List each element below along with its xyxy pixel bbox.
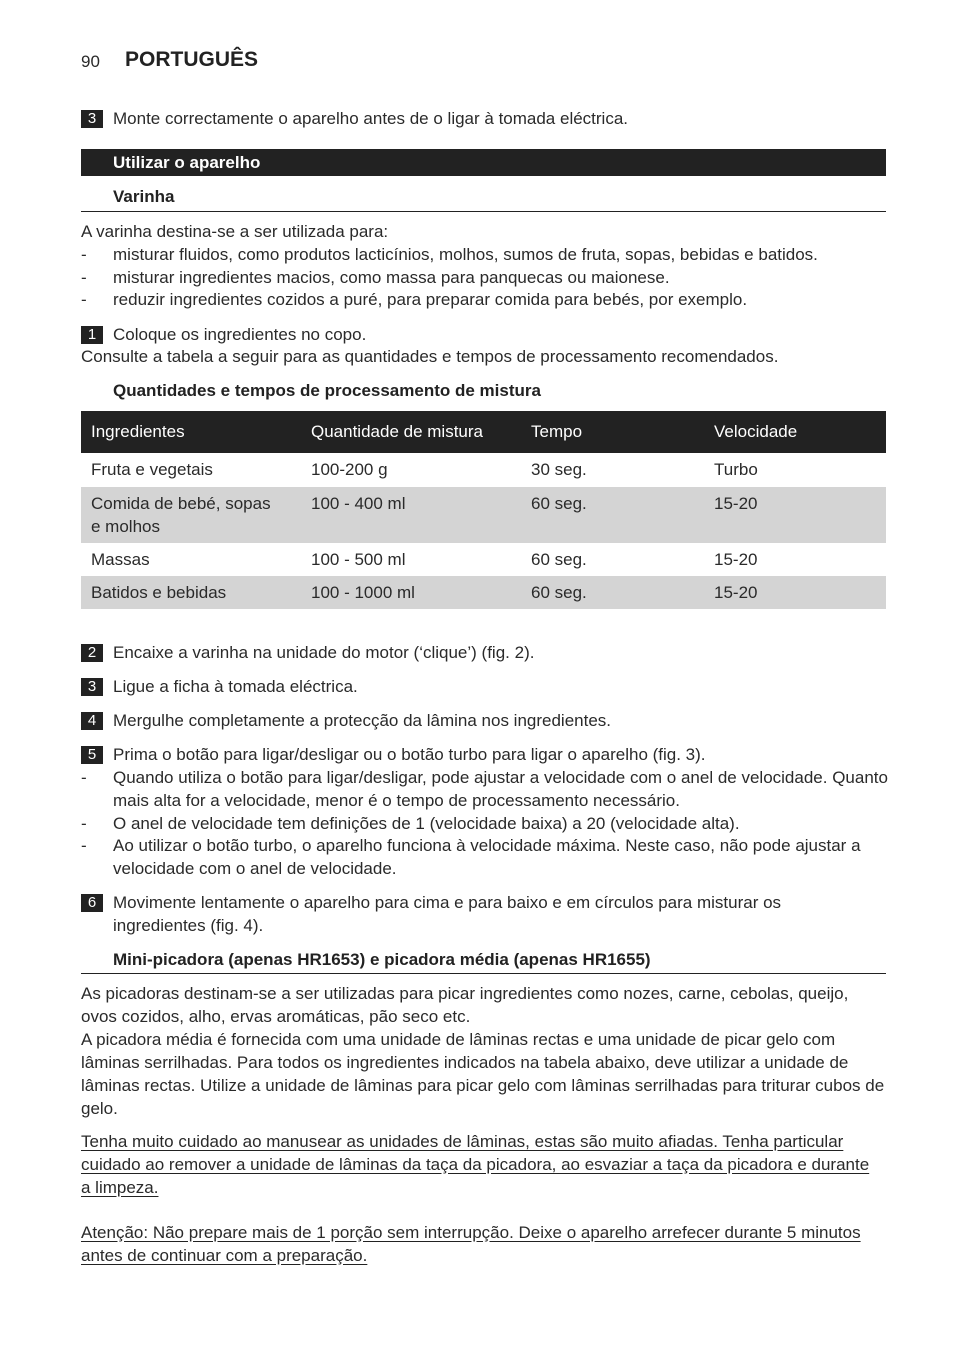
caution-text: Atenção: Não prepare mais de 1 porção sem interrupção. Deixe o aparelho arrefecer durante 5 minutos antes de continuar com a preparação. <box>81 1223 861 1265</box>
table-row <box>81 487 886 543</box>
table-cell: 15-20 <box>714 550 758 569</box>
intro-text: A varinha destina-se a ser utilizada para: <box>81 222 389 241</box>
step-number: 4 <box>81 712 103 730</box>
step-number: 5 <box>81 746 103 764</box>
step-text: Mergulhe completamente a protecção da lâmina nos ingredientes. <box>113 711 612 730</box>
list-item: misturar fluidos, como produtos lacticínios, molhos, sumos de fruta, sopas, bebidas e batidos. <box>113 245 818 264</box>
list-item: reduzir ingredientes cozidos a puré, para preparar comida para bebés, por exemplo. <box>113 290 748 309</box>
consult-text: Consulte a tabela a seguir para as quantidades e tempos de processamento recomendados. <box>81 347 779 366</box>
table-row <box>81 543 886 576</box>
column-header: Tempo <box>521 411 704 453</box>
step-text: Ligue a ficha à tomada eléctrica. <box>113 677 358 696</box>
table-row <box>81 576 886 609</box>
table-cell: Batidos e bebidas <box>81 576 301 609</box>
bullet-dash: - <box>81 768 87 787</box>
list-item: misturar ingredientes macios, como massa para panquecas ou maionese. <box>113 268 670 287</box>
step-number: 2 <box>81 644 103 662</box>
subsection-title: Mini-picadora (apenas HR1653) e picadora média (apenas HR1655) <box>113 950 651 969</box>
step-number: 3 <box>81 110 103 128</box>
table-row <box>81 453 886 487</box>
bullet-dash: - <box>81 268 87 287</box>
paragraph: A picadora média é fornecida com uma unidade de lâminas rectas e uma unidade de picar gelo com lâminas serrilhadas. Para todos os ingredientes indicados na tabela abaixo, deve utilizar a unidade de lâminas rectas. Utilize a unidade de lâminas para picar gelo com lâminas serrilhadas para triturar cubos de gelo. <box>81 1030 885 1118</box>
column-header: Quantidade de mistura <box>301 411 521 453</box>
table-cell: 100 - 1000 ml <box>301 576 521 609</box>
table-cell: 15-20 <box>704 576 886 609</box>
step-text: Movimente lentamente o aparelho para cima e para baixo e em círculos para misturar os ingredientes (fig. 4). <box>113 893 782 935</box>
table-cell: 15-20 <box>704 487 886 543</box>
table-cell: 100-200 g <box>311 460 388 479</box>
bullet-dash: - <box>81 290 87 309</box>
step-text: Prima o botão para ligar/desligar ou o botão turbo para ligar o aparelho (fig. 3). <box>113 745 706 764</box>
page-number: 90 <box>81 52 100 71</box>
step-number: 1 <box>81 326 103 344</box>
processing-table <box>81 411 886 609</box>
table-title: Quantidades e tempos de processamento de mistura <box>113 381 541 400</box>
paragraph: As picadoras destinam-se a ser utilizadas para picar ingredientes como nozes, carne, cebolas, queijo, ovos cozidos, alho, ervas aromáticas, pão seco etc. <box>81 984 849 1026</box>
section-title: Utilizar o aparelho <box>113 153 261 172</box>
divider <box>81 973 886 974</box>
step-text: Coloque os ingredientes no copo. <box>113 325 367 344</box>
table-cell: Turbo <box>714 460 758 479</box>
table-cell: 60 seg. <box>521 487 704 543</box>
bullet-dash: - <box>81 836 87 855</box>
table-cell: Comida de bebé, sopas e molhos <box>81 487 301 543</box>
note-item: Quando utiliza o botão para ligar/desligar, pode ajustar a velocidade com o anel de velocidade. Quanto mais alta for a velocidade, menor é o tempo de processamento necessário. <box>113 768 888 810</box>
column-header: Ingredientes <box>81 411 301 453</box>
table-cell: 100 - 500 ml <box>311 550 406 569</box>
note-item: Ao utilizar o botão turbo, o aparelho funciona à velocidade máxima. Neste caso, não pode ajustar a velocidade com o anel de velocidade. <box>113 836 861 878</box>
table-cell: 100 - 400 ml <box>301 487 521 543</box>
table-cell: Fruta e vegetais <box>91 460 213 479</box>
step-number: 3 <box>81 678 103 696</box>
bullet-dash: - <box>81 245 87 264</box>
step-number: 6 <box>81 894 103 912</box>
bullet-dash: - <box>81 814 87 833</box>
column-header: Velocidade <box>704 411 886 453</box>
step-text: Monte correctamente o aparelho antes de o ligar à tomada eléctrica. <box>113 109 629 128</box>
table-cell: 60 seg. <box>521 576 704 609</box>
warning-text: Tenha muito cuidado ao manusear as unidades de lâminas, estas são muito afiadas. Tenha particular cuidado ao remover a unidade de lâminas da taça da picadora, ao esvaziar a taça da picadora e durante a limpeza. <box>81 1132 870 1197</box>
table-cell: 30 seg. <box>531 460 587 479</box>
divider <box>81 211 886 212</box>
step-text: Encaixe a varinha na unidade do motor (‘clique’) (fig. 2). <box>113 643 535 662</box>
subsection-title: Varinha <box>113 187 175 206</box>
table-cell: 60 seg. <box>531 550 587 569</box>
section-bar <box>81 149 886 176</box>
table-cell: Massas <box>91 550 150 569</box>
table-header-row <box>81 411 886 453</box>
note-item: O anel de velocidade tem definições de 1 (velocidade baixa) a 20 (velocidade alta). <box>113 814 740 833</box>
language-title: PORTUGUÊS <box>125 48 259 71</box>
